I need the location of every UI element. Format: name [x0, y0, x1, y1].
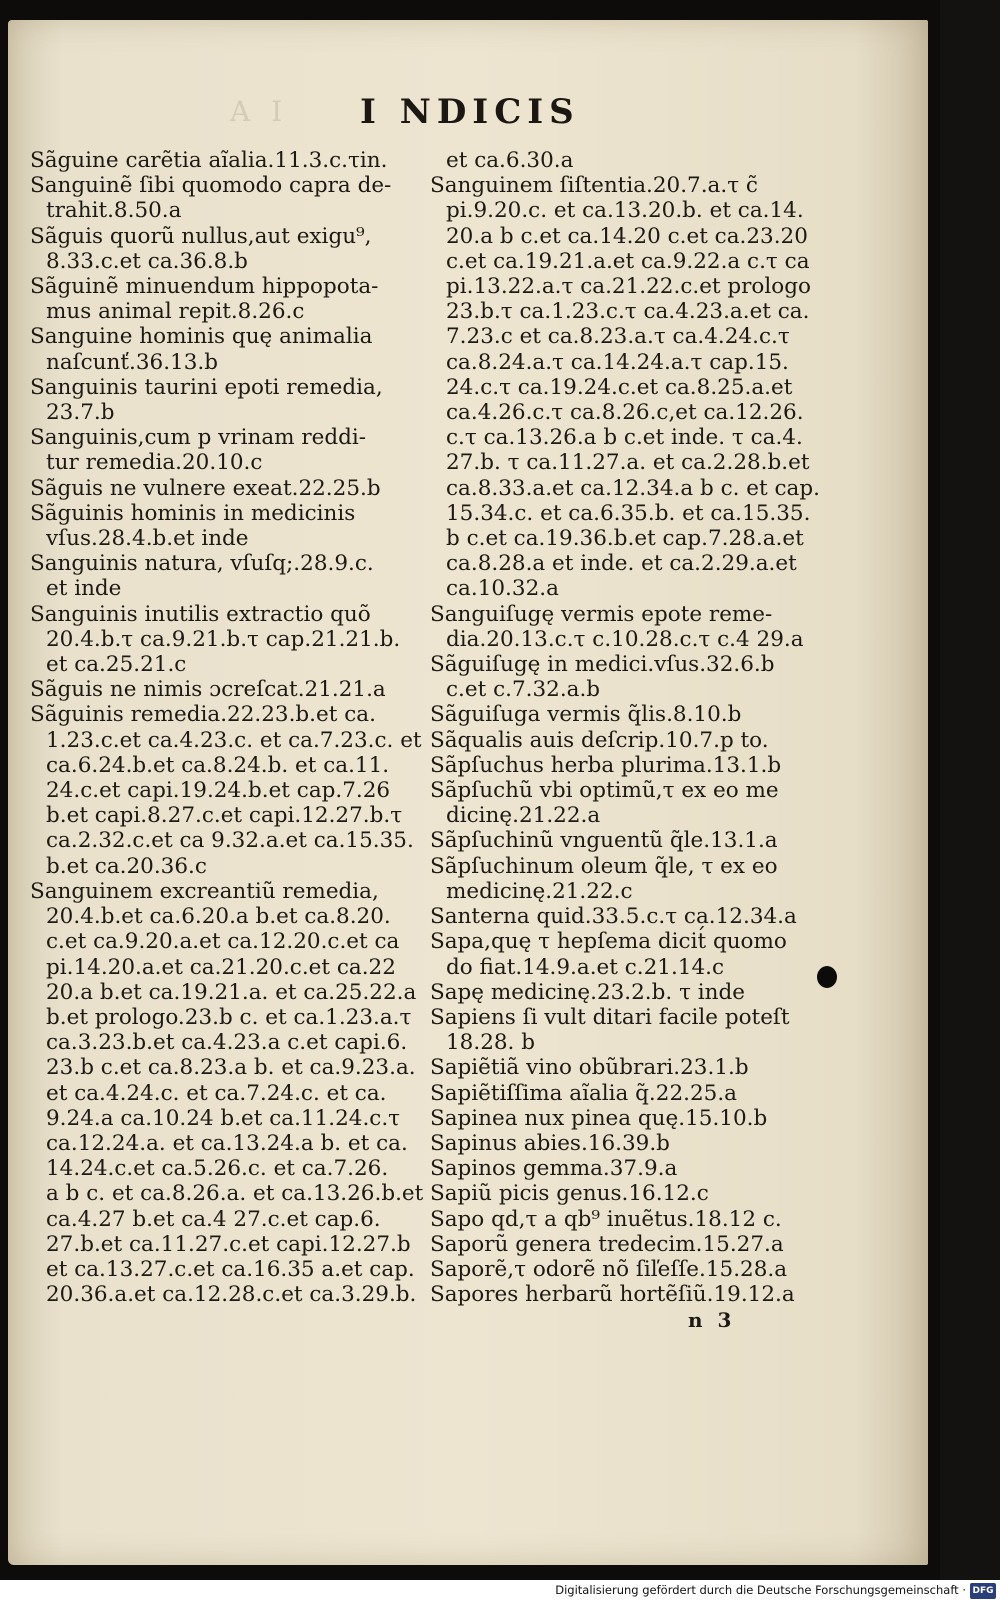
index-line: ca.4.27 b.et ca.4 27.c.et cap.6.: [46, 1206, 381, 1232]
index-line: Sãpſuchinũ vnguentũ q̃le.13.1.a: [430, 828, 778, 854]
index-line: Sanguinis inutilis extractio quõ: [30, 601, 371, 627]
index-line: c.et c.7.32.a.b: [446, 677, 601, 703]
index-line: 7.23.c et ca.8.23.a.τ ca.4.24.c.τ: [446, 324, 790, 350]
index-line: Sapiẽtiſſima aĩalia q̃.22.25.a: [430, 1080, 737, 1106]
index-line: Sãguis ne nimis ɔcreſcat.21.21.a: [30, 677, 386, 703]
index-line: ca.3.23.b.et ca.4.23.a c.et capi.6.: [46, 1030, 408, 1056]
index-line: Sapinea nux pinea quę.15.10.b: [430, 1105, 768, 1131]
index-line: b.et capi.8.27.c.et capi.12.27.b.τ: [46, 803, 403, 829]
ink-blot: [817, 966, 837, 988]
index-line: Sanguinem excreantiũ remedia,: [30, 878, 379, 904]
index-line: Sãqualis auis deſcrip.10.7.p to.: [430, 727, 769, 753]
index-line: c.et ca.9.20.a.et ca.12.20.c.et ca: [46, 929, 400, 955]
index-line: Sãguine carẽtia aĩalia.11.3.c.τin.: [30, 148, 388, 173]
index-line: ca.12.24.a. et ca.13.24.a b. et ca.: [46, 1130, 408, 1156]
index-column-left: [30, 148, 424, 1308]
signature-mark: n 3: [688, 1308, 736, 1332]
index-line: Sãguiſugę in medici.vſus.32.6.b: [430, 652, 775, 678]
index-line: et inde: [46, 576, 122, 602]
index-line: pi.14.20.a.et ca.21.20.c.et ca.22: [46, 954, 396, 980]
footer-bar: [0, 1580, 1000, 1604]
index-line: ca.2.32.c.et ca 9.32.a.et ca.15.35.: [46, 828, 414, 854]
index-line: 20.a b c.et ca.14.20 c.et ca.23.20: [446, 223, 808, 249]
index-line: Sãguinis hominis in medicinis: [30, 500, 356, 526]
index-line: 20.4.b.et ca.6.20.a b.et ca.8.20.: [46, 904, 391, 930]
index-line: 20.36.a.et ca.12.28.c.et ca.3.29.b.: [46, 1282, 417, 1308]
index-line: 27.b.et ca.11.27.c.et capi.12.27.b: [46, 1231, 411, 1257]
index-line: Sãguiſuga vermis q̃lis.8.10.b: [430, 702, 742, 728]
index-line: et ca.25.21.c: [46, 652, 187, 678]
index-line: Sanguinis,cum p vrinam reddi-: [30, 425, 367, 451]
index-line: dia.20.13.c.τ c.10.28.c.τ c.4 29.a: [446, 626, 804, 652]
index-line: et ca.4.24.c. et ca.7.24.c. et ca.: [46, 1080, 387, 1106]
index-line: b.et ca.20.36.c: [46, 853, 207, 879]
index-line: ca.8.28.a et inde. et ca.2.29.a.et: [446, 551, 797, 577]
index-line: 23.b c.et ca.8.23.a b. et ca.9.23.a.: [46, 1055, 416, 1081]
index-line: pi.13.22.a.τ ca.21.22.c.et prologo: [446, 274, 811, 300]
index-line: Sãguis ne vulnere exeat.22.25.b: [30, 475, 381, 501]
index-line: 9.24.a ca.10.24 b.et ca.11.24.c.τ: [46, 1105, 401, 1131]
index-line: et ca.13.27.c.et ca.16.35 a.et cap.: [46, 1256, 415, 1282]
index-line: ca.4.26.c.τ ca.8.26.c,et ca.12.26.: [446, 400, 804, 426]
index-line: dicinę.21.22.a: [446, 803, 601, 829]
index-line: Sãpſuchus herba plurima.13.1.b: [430, 752, 782, 778]
index-line: medicinę.21.22.c: [446, 878, 633, 904]
index-line: c.et ca.19.21.a.et ca.9.22.a c.τ ca: [446, 248, 810, 274]
index-line: Sapa,quę τ hepſema dicit́ quomo: [430, 929, 787, 955]
index-line: 18.28. b: [446, 1030, 535, 1056]
index-line: naſcunť.36.13.b: [46, 349, 218, 375]
index-line: ca.10.32.a: [446, 576, 559, 602]
index-line: 23.7.b: [46, 400, 115, 426]
index-line: Sapinus abies.16.39.b: [430, 1130, 670, 1156]
index-line: Sapores herbarũ hortẽſiũ.19.12.a: [430, 1282, 795, 1308]
index-line: 1.23.c.et ca.4.23.c. et ca.7.23.c. et: [46, 727, 422, 753]
funding-credit: Digitalisierung gefördert durch die Deutsche Forschungsgemeinschaft ·: [555, 1583, 966, 1597]
index-line: Sanguinẽ ſibi quomodo capra de-: [30, 173, 392, 199]
index-line: Sanguiſugę vermis epote reme-: [430, 601, 773, 627]
index-line: vſus.28.4.b.et inde: [46, 526, 249, 552]
index-line: Sapinos gemma.37.9.a: [430, 1156, 678, 1182]
dfg-logo-icon: DFG: [970, 1583, 996, 1599]
index-line: Sãguinis remedia.22.23.b.et ca.: [30, 702, 376, 728]
index-line: Sãpſuchũ vbi optimũ,τ ex eo me: [430, 778, 779, 804]
index-line: b.et prologo.23.b c. et ca.1.23.a.τ: [46, 1004, 412, 1030]
index-line: 15.34.c. et ca.6.35.b. et ca.15.35.: [446, 500, 811, 526]
index-line: b c.et ca.19.36.b.et cap.7.28.a.et: [446, 526, 804, 552]
index-line: Sanguinis natura, vſuſq;.28.9.c.: [30, 551, 374, 577]
index-line: trahit.8.50.a: [46, 198, 182, 224]
index-line: 24.c.τ ca.19.24.c.et ca.8.25.a.et: [446, 374, 793, 400]
index-line: Sapiũ picis genus.16.12.c: [430, 1181, 709, 1207]
index-line: Sanguinis taurini epoti remedia,: [30, 374, 383, 400]
index-line: Sanguine hominis quę animalia: [30, 324, 373, 350]
index-line: Sãguinẽ minuendum hippopota-: [30, 274, 379, 300]
index-line: mus animal repit.8.26.c: [46, 299, 305, 325]
index-line: Sãguis quorũ nullus,aut exigu⁹,: [30, 223, 372, 249]
index-line: 8.33.c.et ca.36.8.b: [46, 248, 248, 274]
index-line: 27.b. τ ca.11.27.a. et ca.2.28.b.et: [446, 450, 810, 476]
index-line: Saporũ genera tredecim.15.27.a: [430, 1231, 784, 1257]
index-line: 20.4.b.τ ca.9.21.b.τ cap.21.21.b.: [46, 626, 401, 652]
index-line: 14.24.c.et ca.5.26.c. et ca.7.26.: [46, 1156, 389, 1182]
index-line: 24.c.et capi.19.24.b.et cap.7.26: [46, 778, 391, 804]
index-column-right: [430, 148, 830, 1307]
index-line: Santerna quid.33.5.c.τ ca.12.34.a: [430, 904, 797, 930]
index-line: 20.a b.et ca.19.21.a. et ca.25.22.a: [46, 979, 417, 1005]
index-line: Saporẽ,τ odorẽ nõ ſiľeſſe.15.28.a: [430, 1256, 788, 1282]
index-line: Sapiẽtiã vino obũbrari.23.1.b: [430, 1055, 749, 1081]
index-line: c.τ ca.13.26.a b c.et inde. τ ca.4.: [446, 425, 803, 451]
index-line: ca.8.33.a.et ca.12.34.a b c. et cap.: [446, 475, 820, 501]
index-line: Sãpſuchinum oleum q̃le, τ ex eo: [430, 853, 778, 879]
index-line: et ca.6.30.a: [446, 148, 574, 173]
index-line: pi.9.20.c. et ca.13.20.b. et ca.14.: [446, 198, 804, 224]
index-line: Sapę medicinę.23.2.b. τ inde: [430, 979, 746, 1005]
index-line: do fiat.14.9.a.et c.21.14.c: [446, 954, 725, 980]
index-line: Sapiens ſi vult ditari facile poteſt: [430, 1004, 790, 1030]
index-line: Sapo qd,τ a qb⁹ inuẽtus.18.12 c.: [430, 1206, 782, 1232]
running-head: I NDICIS: [360, 92, 580, 132]
index-line: a b c. et ca.8.26.a. et ca.13.26.b.et: [46, 1181, 424, 1207]
index-line: 23.b.τ ca.1.23.c.τ ca.4.23.a.et ca.: [446, 299, 810, 325]
index-line: Sanguinem ſiſtentia.20.7.a.τ c̃: [430, 173, 758, 199]
index-line: ca.8.24.a.τ ca.14.24.a.τ cap.15.: [446, 349, 789, 375]
index-line: ca.6.24.b.et ca.8.24.b. et ca.11.: [46, 752, 390, 778]
show-through-text: A I: [230, 95, 289, 128]
index-line: tur remedia.20.10.c: [46, 450, 263, 476]
